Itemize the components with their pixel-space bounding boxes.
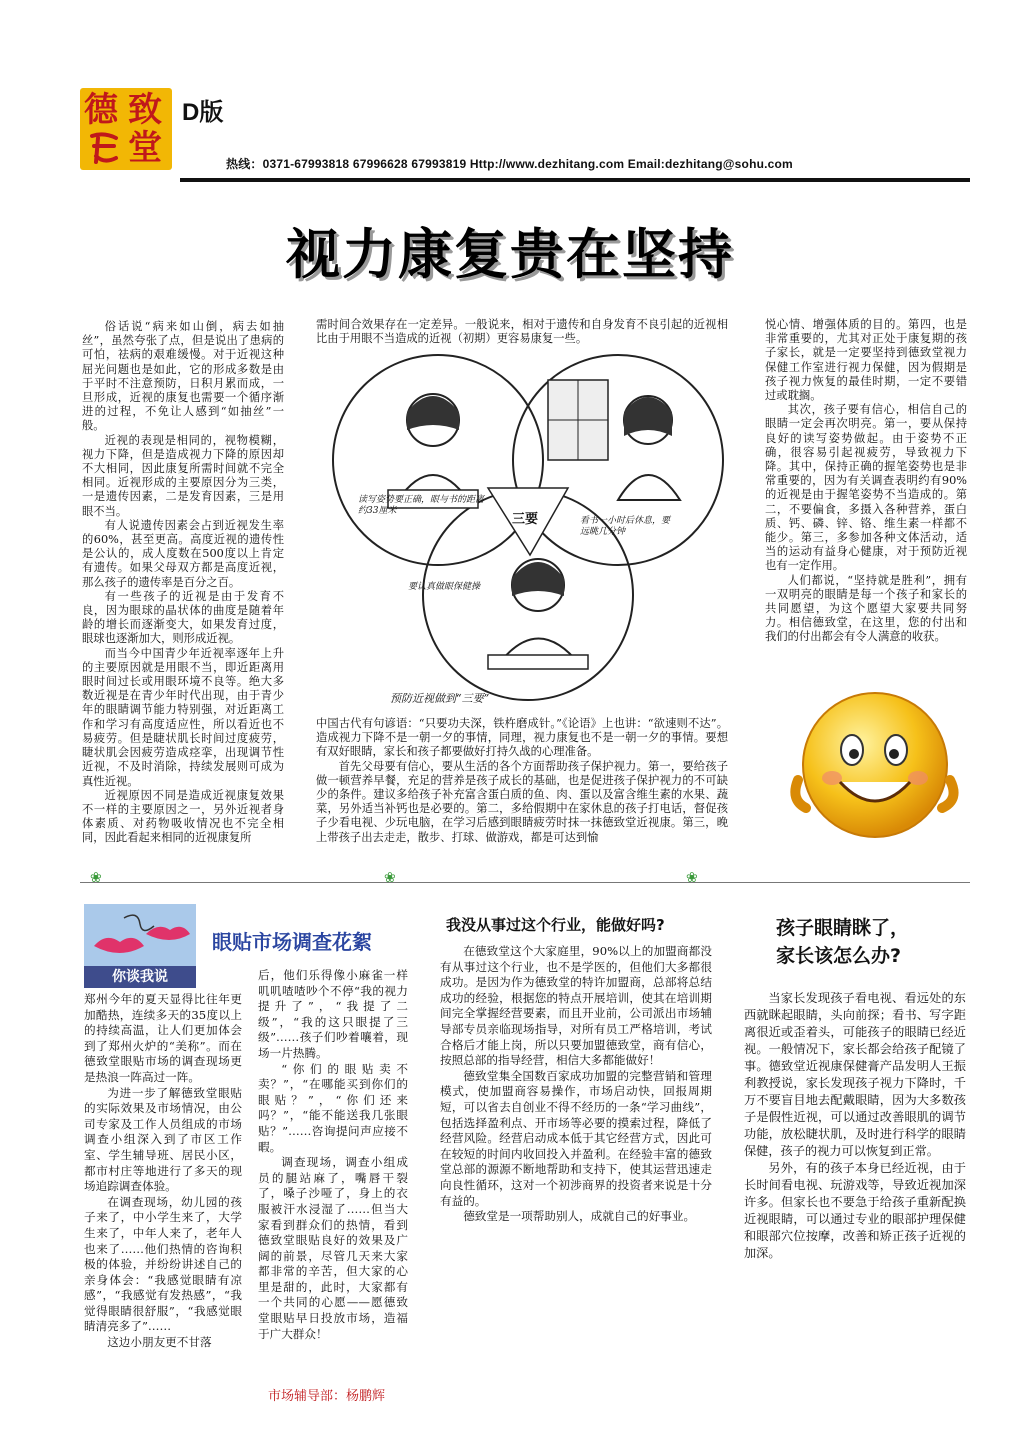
story3-title-line: 孩子眼睛眯了， xyxy=(776,917,910,939)
header-rule xyxy=(180,178,970,182)
three-musts-figure xyxy=(318,350,728,710)
paragraph: 有一些孩子的近视是由于发育不良，因为眼球的晶状体的曲度是随着年龄的增长而逐渐变大，如果发育过度，眼球也逐渐加大，则形成近视。 xyxy=(82,589,284,646)
story1-badge xyxy=(84,904,196,988)
paragraph: 俗话说“病来如山倒，病去如抽丝”，虽然夸张了点，但是说出了患病的可怕，祛病的艰难缓慢。对于近视这种屈光问题也是如此，它的形成多数是由于平时不注意预防，日积月累而成，一旦形成，近视的康复也需要一个循序渐进的过程，不免让人感到“如抽丝”一般。 xyxy=(82,320,284,433)
paragraph: 悦心情、增强体质的目的。第四，也是非常重要的，尤其对正处于康复期的孩子家长，就是一定要坚持到德致堂视力保健工作室进行视力保健，因为假期是孩子视力恢复的最佳时期，一定不要错过或耽搁。 xyxy=(765,318,967,403)
story1-column-b xyxy=(258,968,408,1342)
paragraph: 首先父母要有信心，要从生活的各个方面帮助孩子保护视力。第一，要给孩子做一顿营养早餐，充足的营养是孩子成长的基础，也是促进孩子保护视力的不可缺少的条件。建议多给孩子补充富含蛋白质的鱼、肉、蛋以及富含维生素的水果、蔬菜，另外适当补钙也是必要的。第二，多给假期中在家休息的孩子打电话，督促孩子少看电视、少玩电脑，在学习后感到眼睛疲劳时抹一抹德致堂近视康。第三，晚上带孩子出去走走，散步、打球、做游戏，都是可达到愉 xyxy=(316,759,728,844)
smiley-face-icon xyxy=(790,670,960,860)
headline: 视力康复贵在坚持 xyxy=(286,223,734,286)
story2-body xyxy=(440,944,712,1225)
flower-sprig-icon: ❀ xyxy=(90,870,102,886)
section-divider xyxy=(80,882,970,883)
paragraph: 为进一步了解德致堂眼贴的实际效果及市场情况，由公司专家及工作人员组成的市场调查小组深入到了市区工作室、学生辅导班、居民小区，都市村庄等地进行了多天的现场追踪调查体验。 xyxy=(84,1085,242,1194)
story1-title: 眼贴市场调查花絮 xyxy=(212,930,372,954)
figure-caption: 预防近视做到“三要” xyxy=(390,692,490,705)
paragraph: 而当今中国青少年近视率逐年上升的主要原因就是用眼不当，即近距离用眼时间过长或用眼环境不良等。绝大多数近视是在青少年时代出现，由于青少年的眼睛调节能力特别强，对近距离工作和学习有高度适应性，所以看近也不易疲劳。但是睫状肌长时间过度疲劳，睫状肌会因疲劳造成痉挛，出现调节性近视，不及时消除，持续发展则可成为真性近视。 xyxy=(82,646,284,788)
paragraph: 在德致堂这个大家庭里，90%以上的加盟商都没有从事过这个行业，也不是学医的，但他们大多都很成功。是因为作为德致堂的特许加盟商，总部将总结成功的经验，根据您的特点开展培训，使其在培训期间完全掌握经营要素，而且开业前，公司派出市场辅导部专员亲临现场指导，对所有员工严格培训，考试合格后才能上岗，所以只要加盟德致堂，商有信心，按照总部的指导经营，相信大多都能做好！ xyxy=(440,944,712,1068)
paragraph: 中国古代有句谚语：“只要功夫深，铁杵磨成针。”《论语》上也讲：“欲速则不达”。造成视力下降不是一朝一夕的事情，同理，视力康复也不是一朝一夕的事情。要想有双好眼睛，家长和孩子都要做好打持久战的心理准备。 xyxy=(316,717,728,759)
story3-title-line: 家长该怎么办? xyxy=(776,945,902,967)
figure-label-right: 看书一小时后休息，要远眺几分钟 xyxy=(580,516,671,537)
story1-badge-text: 你谈我说 xyxy=(84,966,196,988)
paragraph: 近视的表现是相同的，视物模糊，视力下降，但是造成视力下降的原因却不大相同，因此康复所需时间就不完全相同。近视形成的主要原因分为三类，一是遗传因素，二是发育因素，三是用眼不当。 xyxy=(82,433,284,518)
hotline-text: 热线：0371-67993818 67996628 67993819 Http://www.dezhitang.com Email:dezhitang@sohu.com xyxy=(226,157,793,171)
paragraph: 有人说遗传因素会占到近视发生率的60%，甚至更高。高度近视的遗传性是公认的，成人度数在500度以上肯定有遗传。如果父母双方都是高度近视，那么孩子的遗传率是百分之百。 xyxy=(82,518,284,589)
story1-column-a xyxy=(84,992,242,1351)
logo-mark-icon xyxy=(86,130,122,166)
paragraph: 需时间合效果存在一定差异。一般说来，相对于遗传和自身发育不良引起的近视相比由于用眼不当造成的近视（初期）更容易康复一些。 xyxy=(316,318,728,346)
flower-sprig-icon: ❀ xyxy=(686,870,698,886)
paragraph: 德致堂是一项帮助别人，成就自己的好事业。 xyxy=(463,1209,696,1224)
figure-label-left: 读写姿势要正确，眼与书的距离约33厘米 xyxy=(358,495,485,516)
story2-title: 我没从事过这个行业，能做好吗? xyxy=(446,916,665,934)
story1-byline: 市场辅导部：杨鹏辉 xyxy=(268,1389,386,1404)
paragraph: 另外，有的孩子本身已经近视，由于长时间看电视、玩游戏等，导致近视加深许多。但家长也不要急于给孩子重新配换近视眼睛，可以通过专业的眼部护理保健和眼部穴位按摩，改善和矫正孩子近视的加深。 xyxy=(744,1161,966,1260)
masthead-logo xyxy=(80,88,172,170)
paragraph: “你们的眼贴卖不卖？”，“在哪能买到你们的眼贴？”，“你们还来吗？”，“能不能送我几张眼贴？”……咨询提问声应接不暇。 xyxy=(258,1061,408,1154)
paragraph: 这边小朋友更不甘落 xyxy=(107,1335,212,1350)
story3-body xyxy=(744,990,966,1262)
paragraph: 德致堂集全国数百家成功加盟的完整营销和管理模式，使加盟商容易操作，市场启动快，回报周期短，可以省去自创业不得不经历的一条“学习曲线”，包括选择盈利点、开市场等必要的摸索过程，降低了经营风险。经营启动成本低于其它经营方式，因此可在较短的时间内收回投入并盈利。在经验丰富的德致堂总部的源源不断地帮助和支持下，使其运营迅速走向良性循环，这对一个初涉商界的投资者来说是十分有益的。 xyxy=(440,1068,712,1208)
paragraph: 人们都说，“坚持就是胜利”，拥有一双明亮的眼睛是每一个孩子和家长的共同愿望，为这个愿望大家要共同努力。相信德致堂，在这里，您的付出和我们的付出都会有令人满意的收获。 xyxy=(765,573,967,644)
figure-label-bottom: 要认真做眼保健操 xyxy=(408,582,481,592)
paragraph: 在调查现场，幼儿园的孩子来了，中小学生来了，大学生来了，中年人来了，老年人也来了……他们热情的咨询积极的体验，并纷纷讲述自己的亲身体会：“我感觉眼睛有凉感”，“我感觉有发热感”，“我觉得眼睛很舒服”，“我感觉眼睛清亮多了”…… xyxy=(84,1194,242,1334)
paragraph: 郑州今年的夏天显得比往年更加酷热，连续多天的35度以上的持续高温，让人们更加体会到了郑州火炉的“美称”。而在德致堂眼贴市场的调查现场更是热浪一阵高过一阵。 xyxy=(84,992,242,1084)
lips-icon xyxy=(84,904,196,966)
article-column-1 xyxy=(82,320,284,846)
article-column-3 xyxy=(765,318,967,645)
logo-char: 堂 xyxy=(128,128,162,168)
article-column-2-top xyxy=(316,318,728,346)
story3-title xyxy=(776,914,909,970)
logo-char: 德 xyxy=(84,90,118,130)
flower-sprig-icon: ❀ xyxy=(384,870,396,886)
edition-label: D版 xyxy=(182,99,224,126)
paragraph: 其次，孩子要有信心，相信自己的眼睛一定会再次明亮。第一，要从保持良好的读写姿势做起。由于姿势不正确，很容易引起视疲劳，导致视力下降。其中，保持正确的握笔姿势也是非常重要的，因为有关调查表明约有90%的近视是由于握笔姿势不当造成的。第二，不要偏食，多摄入各种营养，蛋白质、钙、磷、锌、铬、维生素一样都不能少。第三，多参加各种文体活动，适当的运动有益身心健康，对于预防近视也有一定作用。 xyxy=(765,403,967,573)
paragraph: 近视原因不同是造成近视康复效果不一样的主要原因之一，另外近视者身体素质、对药物吸收情况也不完全相同，因此看起来相同的近视康复所 xyxy=(82,788,284,845)
paragraph: 调查现场，调查小组成员的腿站麻了，嘴唇干裂了，嗓子沙哑了，身上的衣服被汗水浸湿了……但当大家看到群众们的热情，看到德致堂眼贴良好的效果及广阔的前景，尽管几天来大家都非常的辛苦，但大家的心里是甜的，此时，大家都有一个共同的心愿——愿德致堂眼贴早日投放市场，造福于广大群众！ xyxy=(258,1155,408,1341)
paragraph: 后，他们乐得像小麻雀一样叽叽喳喳吵个不停“我的视力提升了”，“我提了二级”，“我的这只眼提了三级”……孩子们吵着嚷着，现场一片热腾。 xyxy=(258,968,408,1060)
figure-center-label: 三要 xyxy=(512,512,539,527)
paragraph: 当家长发现孩子看电视、看远处的东西就眯起眼睛，头向前探；看书、写字距离很近或歪着头，可能孩子的眼睛已经近视。一般情况下，家长都会给孩子配镜了事。德致堂近视康保健膏产品发明人王振利教授说，家长发现孩子视力下降时，千万不要盲目地去配戴眼睛，因为大多数孩子是假性近视，可以通过改善眼肌的调节功能，放松睫状肌，及时进行科学的眼睛保健，孩子的视力可以恢复到正常。 xyxy=(744,991,966,1158)
logo-char: 致 xyxy=(128,90,162,130)
article-column-2-bottom xyxy=(316,717,728,845)
